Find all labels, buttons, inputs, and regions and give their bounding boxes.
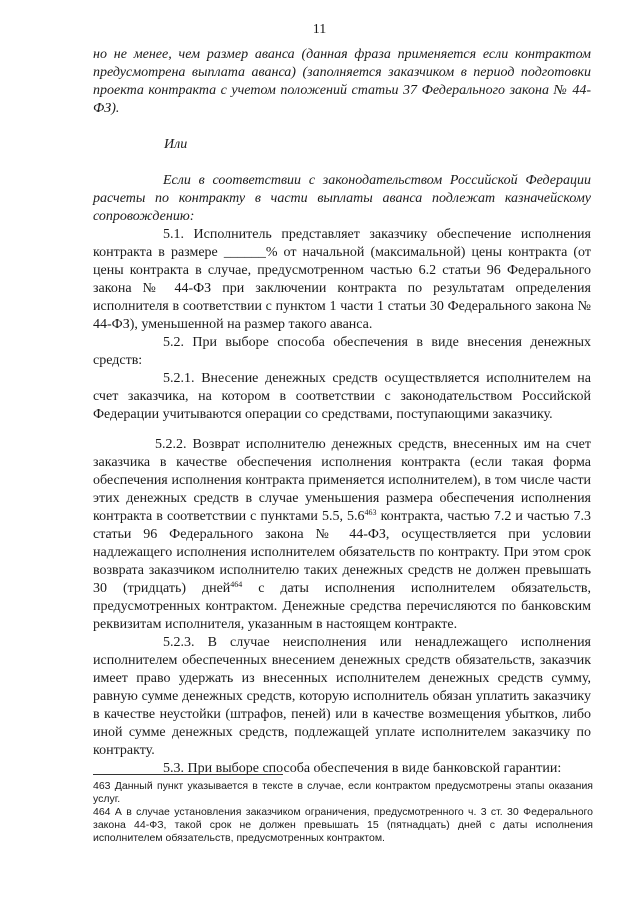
footnote-463: 463 Данный пункт указывается в тексте в случае, если контрактом предусмотрены этапы оказания услуг. bbox=[93, 780, 593, 805]
clause-5-1: 5.1. Исполнитель представляет заказчику обеспечение исполнения контракта в размере ______% от начальной (максимальной) цены контракта (от цены контракта в случае, предусмотренном частью 6.2 статьи 96 Федерального закона № 44-ФЗ при заключении контракта по результатам определения исполнителя в соответствии с пунктом 1 части 1 статьи 30 Федерального закона № 44-ФЗ), уменьшенной на размер такого аванса. bbox=[93, 227, 591, 332]
clause-5-2-1: 5.2.1. Внесение денежных средств осуществляется исполнителем на счет заказчика, на котором в соответствии с законодательством Российской Федерации учитываются операции со средствами, поступающими заказчику. bbox=[93, 371, 591, 422]
or-separator: Или bbox=[164, 137, 188, 152]
footnotes bbox=[93, 780, 593, 845]
clause-5-2-2 bbox=[93, 436, 591, 634]
paragraph-treasury-condition: Если в соответствии с законодательством Российской Федерации расчеты по контракту в части выплаты аванса подлежат казначейскому сопровождению: bbox=[93, 173, 591, 224]
document-body bbox=[93, 46, 591, 778]
footnote-ref-463[interactable]: 463 bbox=[364, 508, 377, 517]
clause-5-2: 5.2. При выборе способа обеспечения в виде внесения денежных средств: bbox=[93, 335, 591, 368]
clause-5-2-2-part-c: с даты исполнения исполнителем обязательств, предусмотренных контрактом. Денежные средства перечисляются по банковским реквизитам исполнителя, указанным в настоящем контракте. bbox=[93, 581, 591, 632]
clause-5-2-2-part-a: 5.2.2. Возврат исполнителю денежных средств, внесенных им на счет заказчика в качестве обеспечения исполнения контракта (если такая форма обеспечения исполнения контракта применяется исполнителем), в том числе части этих денежных средств в случае уменьшения размера обеспечения исполнения контракта в соответствии с пунктами 5.5, 5.6 bbox=[93, 437, 591, 524]
footnote-separator bbox=[93, 774, 283, 775]
footnote-464: 464 А в случае установления заказчиком ограничения, предусмотренного ч. 3 ст. 30 Федерального закона 44-ФЗ, такой срок не должен превышать 15 (пятнадцать) дней с даты исполнения исполнителем обязательств, предусмотренных контрактом. bbox=[93, 806, 593, 844]
clause-5-2-2-part-b: контракта, частью 7.2 и частью 7.3 статьи 96 Федерального закона № 44-ФЗ, осуществляется при условии надлежащего исполнения исполнителем обязательств по контракту. При этом срок возврата заказчиком исполнителю таких денежных средств не должен превышать 30 (тридцать) дней bbox=[93, 509, 591, 596]
page-number: 11 bbox=[312, 22, 327, 37]
paragraph-advance-note: но не менее, чем размер аванса (данная фраза применяется если контрактом предусмотрена выплата аванса) (заполняется заказчиком в период подготовки проекта контракта с учетом положений статьи 37 Федерального закона № 44-ФЗ). bbox=[93, 47, 591, 116]
clause-5-2-3: 5.2.3. В случае неисполнения или ненадлежащего исполнения исполнителем обеспеченных внесением денежных средств обязательств, заказчик имеет право удержать из внесенных исполнителем денежных средств сумму, равную сумме денежных средств, которую исполнитель обязан уплатить заказчику в качестве неустойки (штрафов, пеней) или в качестве возмещения убытков, либо иной сумме денежных средств, подлежащей уплате исполнителем заказчику по контракту. bbox=[93, 635, 591, 758]
clause-5-3: 5.3. При выборе способа обеспечения в виде банковской гарантии: bbox=[163, 761, 562, 776]
footnote-ref-464[interactable]: 464 bbox=[230, 580, 243, 589]
